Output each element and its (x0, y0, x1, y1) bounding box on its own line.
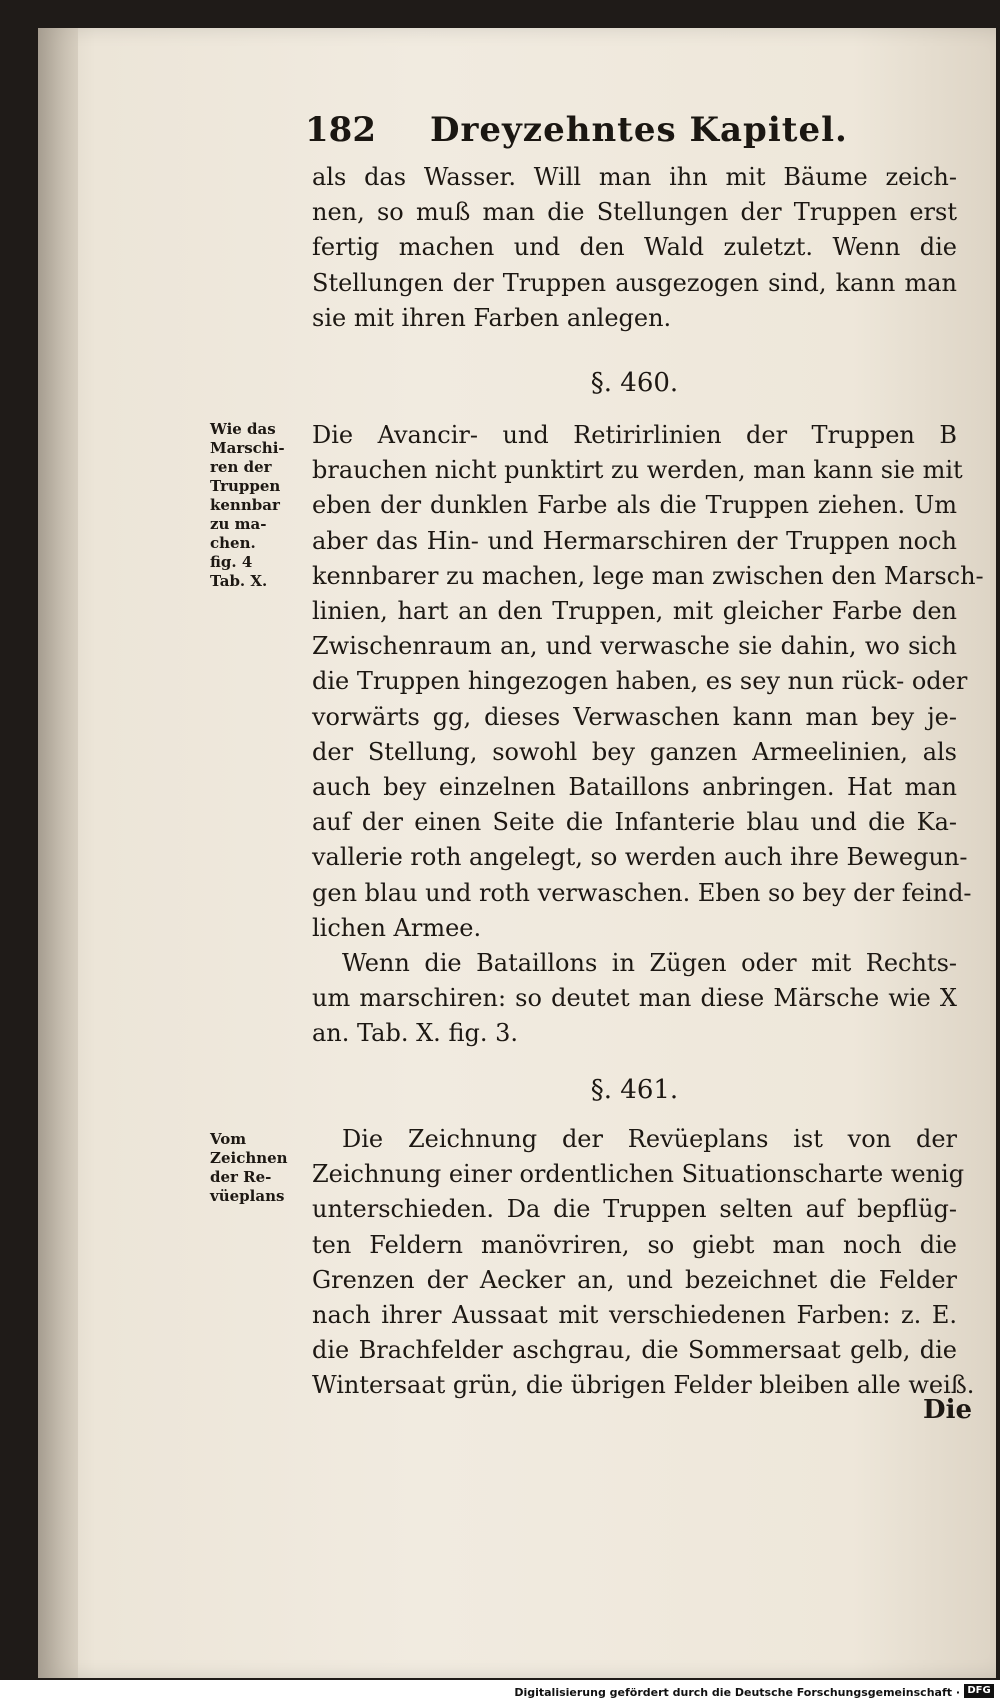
margin-line: Zeichnen (210, 1149, 288, 1167)
margin-line: kennbar (210, 496, 280, 514)
margin-line: Marschi- (210, 439, 285, 457)
text-line: sie mit ihren Farben anlegen. (312, 303, 672, 332)
margin-line: Tab. X. (210, 572, 268, 590)
text-line: Grenzen der Aecker an, und bezeichnet die Felder (312, 1265, 957, 1294)
margin-note-461 (210, 1130, 305, 1206)
text-line: Die Zeichnung der Revüeplans ist von der (342, 1125, 957, 1153)
text-line: auch bey einzelnen Bataillons anbringen. Hat man (312, 773, 957, 802)
text-line: Wenn die Bataillons in Zügen oder mit Rechts- (342, 949, 957, 977)
margin-line: vüeplans (210, 1187, 285, 1205)
running-header (305, 110, 955, 160)
text-line: nen, so muß man die Stellungen der Truppen erst (312, 198, 957, 227)
text-line: nach ihrer Aussaat mit verschiedenen Farben: z. E. (312, 1301, 957, 1330)
paragraph-461 (312, 1122, 975, 1404)
text-line: als das Wasser. Will man ihn mit Bäume zeich- (312, 163, 957, 191)
margin-note-460 (210, 420, 305, 591)
section-heading-461: §. 461. (590, 1075, 679, 1105)
text-line: Die Avancir- und Retirirlinien der Truppen B (312, 421, 957, 449)
text-line: aber das Hin- und Hermarschiren der Truppen noch (312, 526, 957, 555)
paragraph-460 (312, 418, 984, 946)
dfg-logo-icon: DFG (964, 1684, 994, 1698)
text-line: unterschieden. Da die Truppen selten auf bepflüg- (312, 1195, 957, 1224)
text-line: Zwischenraum an, und verwasche sie dahin, wo sich (312, 632, 957, 661)
text-line: Wintersaat grün, die übrigen Felder bleiben alle weiß. (312, 1371, 975, 1400)
text-line: ten Feldern manövriren, so giebt man noch die (312, 1230, 957, 1259)
text-line: auf der einen Seite die Infanterie blau und die Ka- (312, 808, 957, 837)
text-line: vallerie roth angelegt, so werden auch ihre Bewegun- (312, 843, 968, 872)
margin-line: zu ma- (210, 515, 267, 533)
text-line: eben der dunklen Farbe als die Truppen ziehen. Um (312, 491, 957, 520)
margin-line: fig. 4 (210, 553, 253, 571)
text-line: Zeichnung einer ordentlichen Situationscharte wenig (312, 1160, 965, 1189)
margin-line: Vom (210, 1130, 247, 1148)
margin-line: ren der (210, 458, 272, 476)
margin-line: Truppen (210, 477, 281, 495)
text-line: lichen Armee. (312, 913, 482, 942)
funding-notice: Digitalisierung gefördert durch die Deutsche Forschungsgemeinschaft · (514, 1686, 960, 1699)
text-line: die Truppen hingezogen haben, es sey nun rück- oder (312, 667, 968, 696)
text-line: brauchen nicht punktirt zu werden, man kann sie mit (312, 456, 963, 485)
text-line: fertig machen und den Wald zuletzt. Wenn die (312, 233, 957, 262)
margin-line: Wie das (210, 420, 276, 438)
page-number: 182 (305, 110, 376, 150)
text-line: der Stellung, sowohl bey ganzen Armeelinien, als (312, 737, 957, 766)
chapter-title: Dreyzehntes Kapitel. (430, 110, 848, 150)
text-line: Stellungen der Truppen ausgezogen sind, kann man (312, 268, 957, 297)
paragraph-intro (312, 160, 957, 336)
text-line: kennbarer zu machen, lege man zwischen den Marsch- (312, 561, 984, 590)
text-line: die Brachfelder aschgrau, die Sommersaat gelb, die (312, 1336, 957, 1365)
margin-line: der Re- (210, 1168, 272, 1186)
text-line: an. Tab. X. fig. 3. (312, 1019, 518, 1048)
page-gutter (38, 28, 78, 1678)
text-line: linien, hart an den Truppen, mit gleicher Farbe den (312, 597, 957, 626)
catchword: Die (923, 1395, 972, 1425)
text-line: vorwärts gg, dieses Verwaschen kann man bey je- (312, 702, 957, 731)
text-line: gen blau und roth verwaschen. Eben so bey der feind- (312, 878, 972, 907)
text-line: um marschiren: so deutet man diese Märsche wie X (312, 984, 957, 1013)
margin-line: chen. (210, 534, 256, 552)
paragraph-460-b (312, 946, 957, 1052)
section-heading-460: §. 460. (590, 368, 679, 398)
